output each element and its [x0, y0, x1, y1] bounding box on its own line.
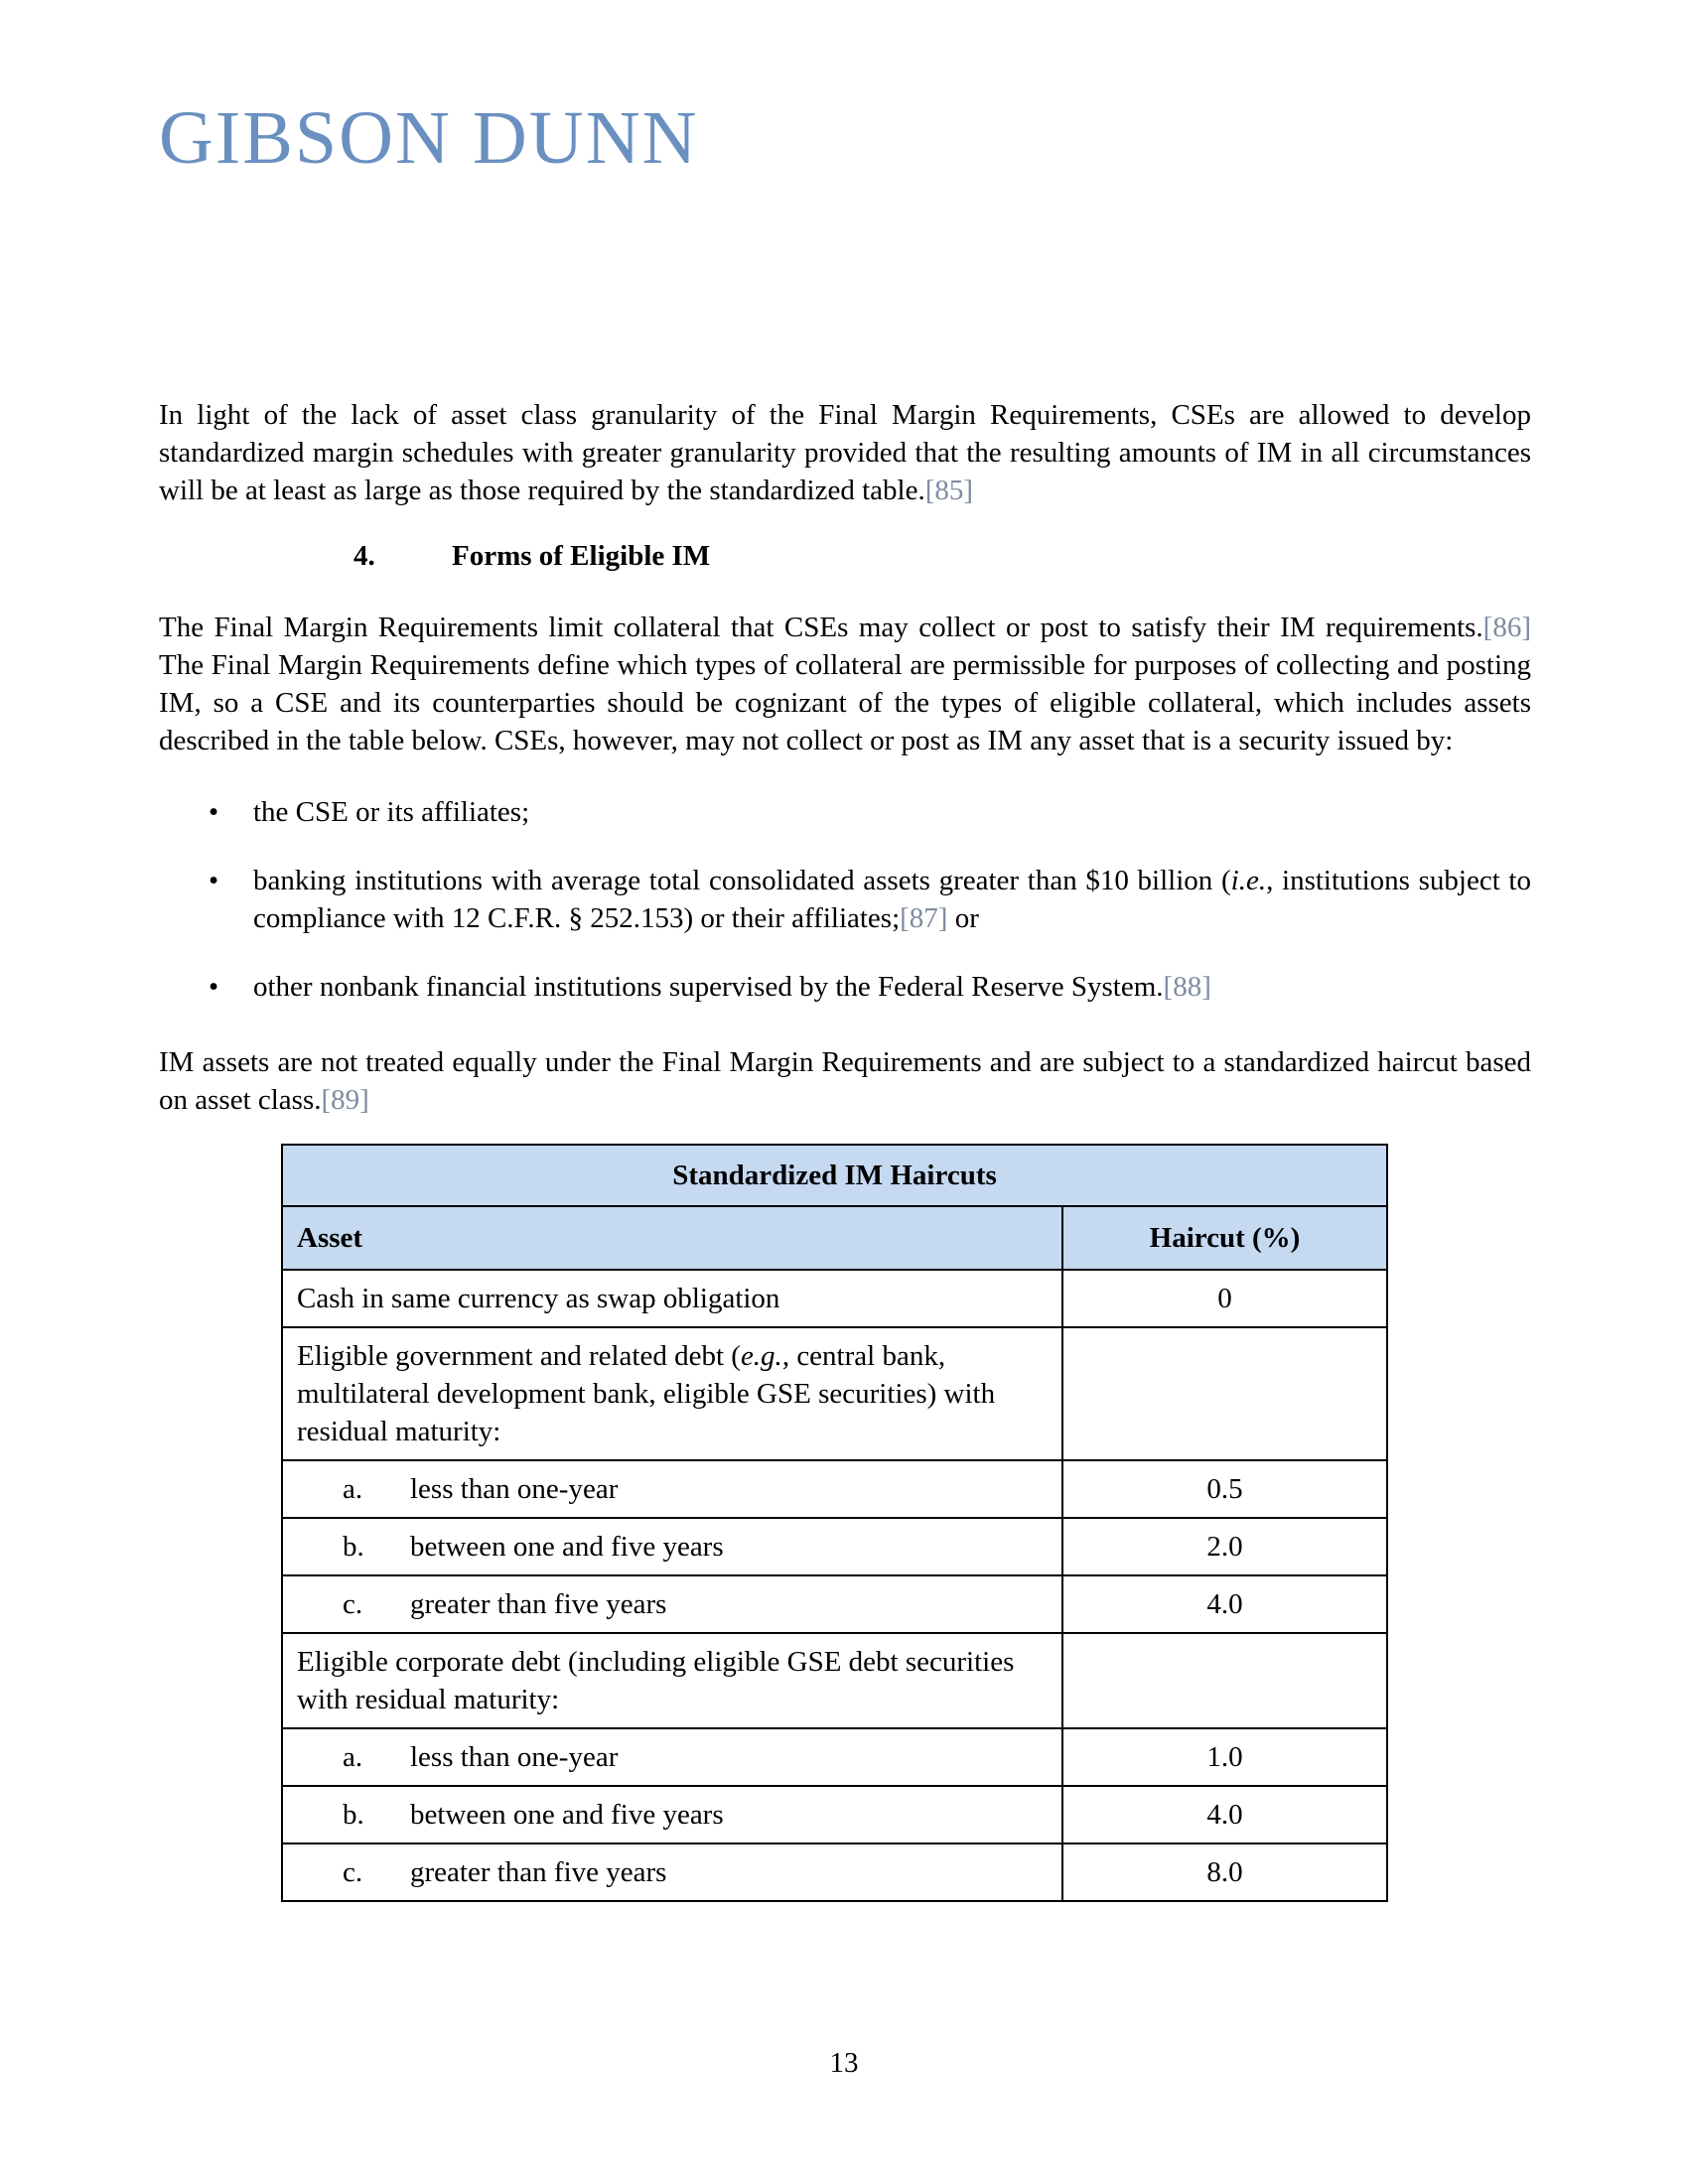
bullet-text [253, 862, 1531, 937]
document-content [159, 396, 1531, 1902]
sub-item-letter: a. [343, 1741, 363, 1774]
haircut-cell [1062, 1327, 1387, 1460]
intro-paragraph [159, 396, 1531, 509]
bullet-text [253, 793, 1531, 831]
haircuts-table [281, 1144, 1388, 1902]
table-title: Standardized IM Haircuts [282, 1145, 1387, 1206]
intro-paragraph-text: In light of the lack of asset class granularity of the Final Margin Requirements, CSEs are allowed to develop standardized margin schedules with greater granularity provided that the resulting amounts of IM in all circumstances will be at least as large as those required by the standardized table. [159, 399, 1531, 507]
sub-item-text: greater than five years [410, 1588, 667, 1621]
table-row [282, 1327, 1387, 1460]
sub-item-letter: c. [343, 1588, 363, 1621]
table-row [282, 1460, 1387, 1518]
asset-text-part2: , central bank, multilateral development bank, eligible GSE securities) with residual maturity: [297, 1340, 996, 1448]
footnote-ref-88[interactable]: [88] [1163, 971, 1211, 1004]
body-paragraph [159, 609, 1531, 759]
section-heading-title: Forms of Eligible IM [452, 540, 711, 573]
bullet-icon: • [209, 971, 219, 1004]
asset-cell [282, 1728, 1062, 1786]
footnote-ref-85[interactable]: [85] [924, 475, 974, 507]
asset-cell [282, 1327, 1062, 1460]
body-paragraph-part1: The Final Margin Requirements limit collateral that CSEs may collect or post to satisfy their IM requirements. [159, 612, 1483, 644]
haircut-cell: 4.0 [1062, 1575, 1387, 1633]
asset-cell [282, 1460, 1062, 1518]
haircut-cell: 0 [1062, 1270, 1387, 1327]
table-row [282, 1728, 1387, 1786]
bullet-2-italic: i.e. [1230, 865, 1267, 897]
table-title-row [282, 1145, 1387, 1206]
asset-cell [282, 1518, 1062, 1575]
haircut-cell: 1.0 [1062, 1728, 1387, 1786]
gibson-dunn-logo: GIBSON DUNN [159, 96, 699, 180]
haircut-cell: 2.0 [1062, 1518, 1387, 1575]
asset-cell: Eligible corporate debt (including eligible GSE debt securities with residual maturity: [282, 1633, 1062, 1728]
sub-item-letter: a. [343, 1473, 363, 1506]
column-header-haircut: Haircut (%) [1062, 1206, 1387, 1270]
asset-cell: Cash in same currency as swap obligation [282, 1270, 1062, 1327]
sub-item-letter: c. [343, 1856, 363, 1889]
table-row [282, 1270, 1387, 1327]
bullet-2-part2: , institutions subject to compliance with 12 C.F.R. § 252.153) or their affiliates; [253, 865, 1531, 935]
list-item [159, 793, 1531, 831]
haircut-cell: 0.5 [1062, 1460, 1387, 1518]
section-heading [159, 537, 1531, 575]
asset-cell [282, 1575, 1062, 1633]
bullet-list [159, 793, 1531, 1006]
asset-text-italic: e.g. [740, 1340, 782, 1373]
sub-item-letter: b. [343, 1799, 364, 1832]
bullet-text [253, 968, 1531, 1006]
haircut-cell [1062, 1633, 1387, 1728]
column-header-asset: Asset [282, 1206, 1062, 1270]
footnote-ref-87[interactable]: [87] [900, 902, 948, 935]
table-row [282, 1633, 1387, 1728]
bullet-2-part3: or [947, 902, 979, 935]
list-item [159, 862, 1531, 937]
haircut-paragraph-text: IM assets are not treated equally under the Final Margin Requirements and are subject to a standardized haircut based on asset class. [159, 1046, 1531, 1117]
asset-cell [282, 1786, 1062, 1843]
bullet-icon: • [209, 865, 219, 897]
haircut-cell: 8.0 [1062, 1843, 1387, 1901]
asset-cell [282, 1843, 1062, 1901]
bullet-3-text: other nonbank financial institutions supervised by the Federal Reserve System. [253, 971, 1164, 1004]
sub-item-letter: b. [343, 1531, 364, 1564]
sub-item-text: less than one-year [410, 1473, 619, 1506]
table-row [282, 1575, 1387, 1633]
sub-item-text: between one and five years [410, 1531, 724, 1564]
table-row [282, 1843, 1387, 1901]
table-row [282, 1786, 1387, 1843]
sub-item-text: less than one-year [410, 1741, 619, 1774]
table-row [282, 1518, 1387, 1575]
footnote-ref-86[interactable]: [86] [1482, 612, 1531, 644]
sub-item-text: greater than five years [410, 1856, 667, 1889]
bullet-2-part1: banking institutions with average total consolidated assets greater than $10 billion ( [253, 865, 1231, 897]
section-heading-number: 4. [353, 540, 375, 573]
table-header-row [282, 1206, 1387, 1270]
page-number: 13 [829, 2047, 859, 2079]
haircut-cell: 4.0 [1062, 1786, 1387, 1843]
body-paragraph-part2: The Final Margin Requirements define which types of collateral are permissible for purposes of collecting and posting IM, so a CSE and its counterparties should be cognizant of the types of eligible collateral, which includes assets described in the table below. CSEs, however, may not collect or post as IM any asset that is a security issued by: [159, 649, 1531, 757]
list-item [159, 968, 1531, 1006]
bullet-icon: • [209, 796, 219, 829]
footnote-ref-89[interactable]: [89] [321, 1084, 369, 1117]
bullet-1-text: the CSE or its affiliates; [253, 796, 530, 829]
haircut-paragraph [159, 1043, 1531, 1119]
asset-text-part1: Eligible government and related debt ( [297, 1340, 741, 1373]
sub-item-text: between one and five years [410, 1799, 724, 1832]
